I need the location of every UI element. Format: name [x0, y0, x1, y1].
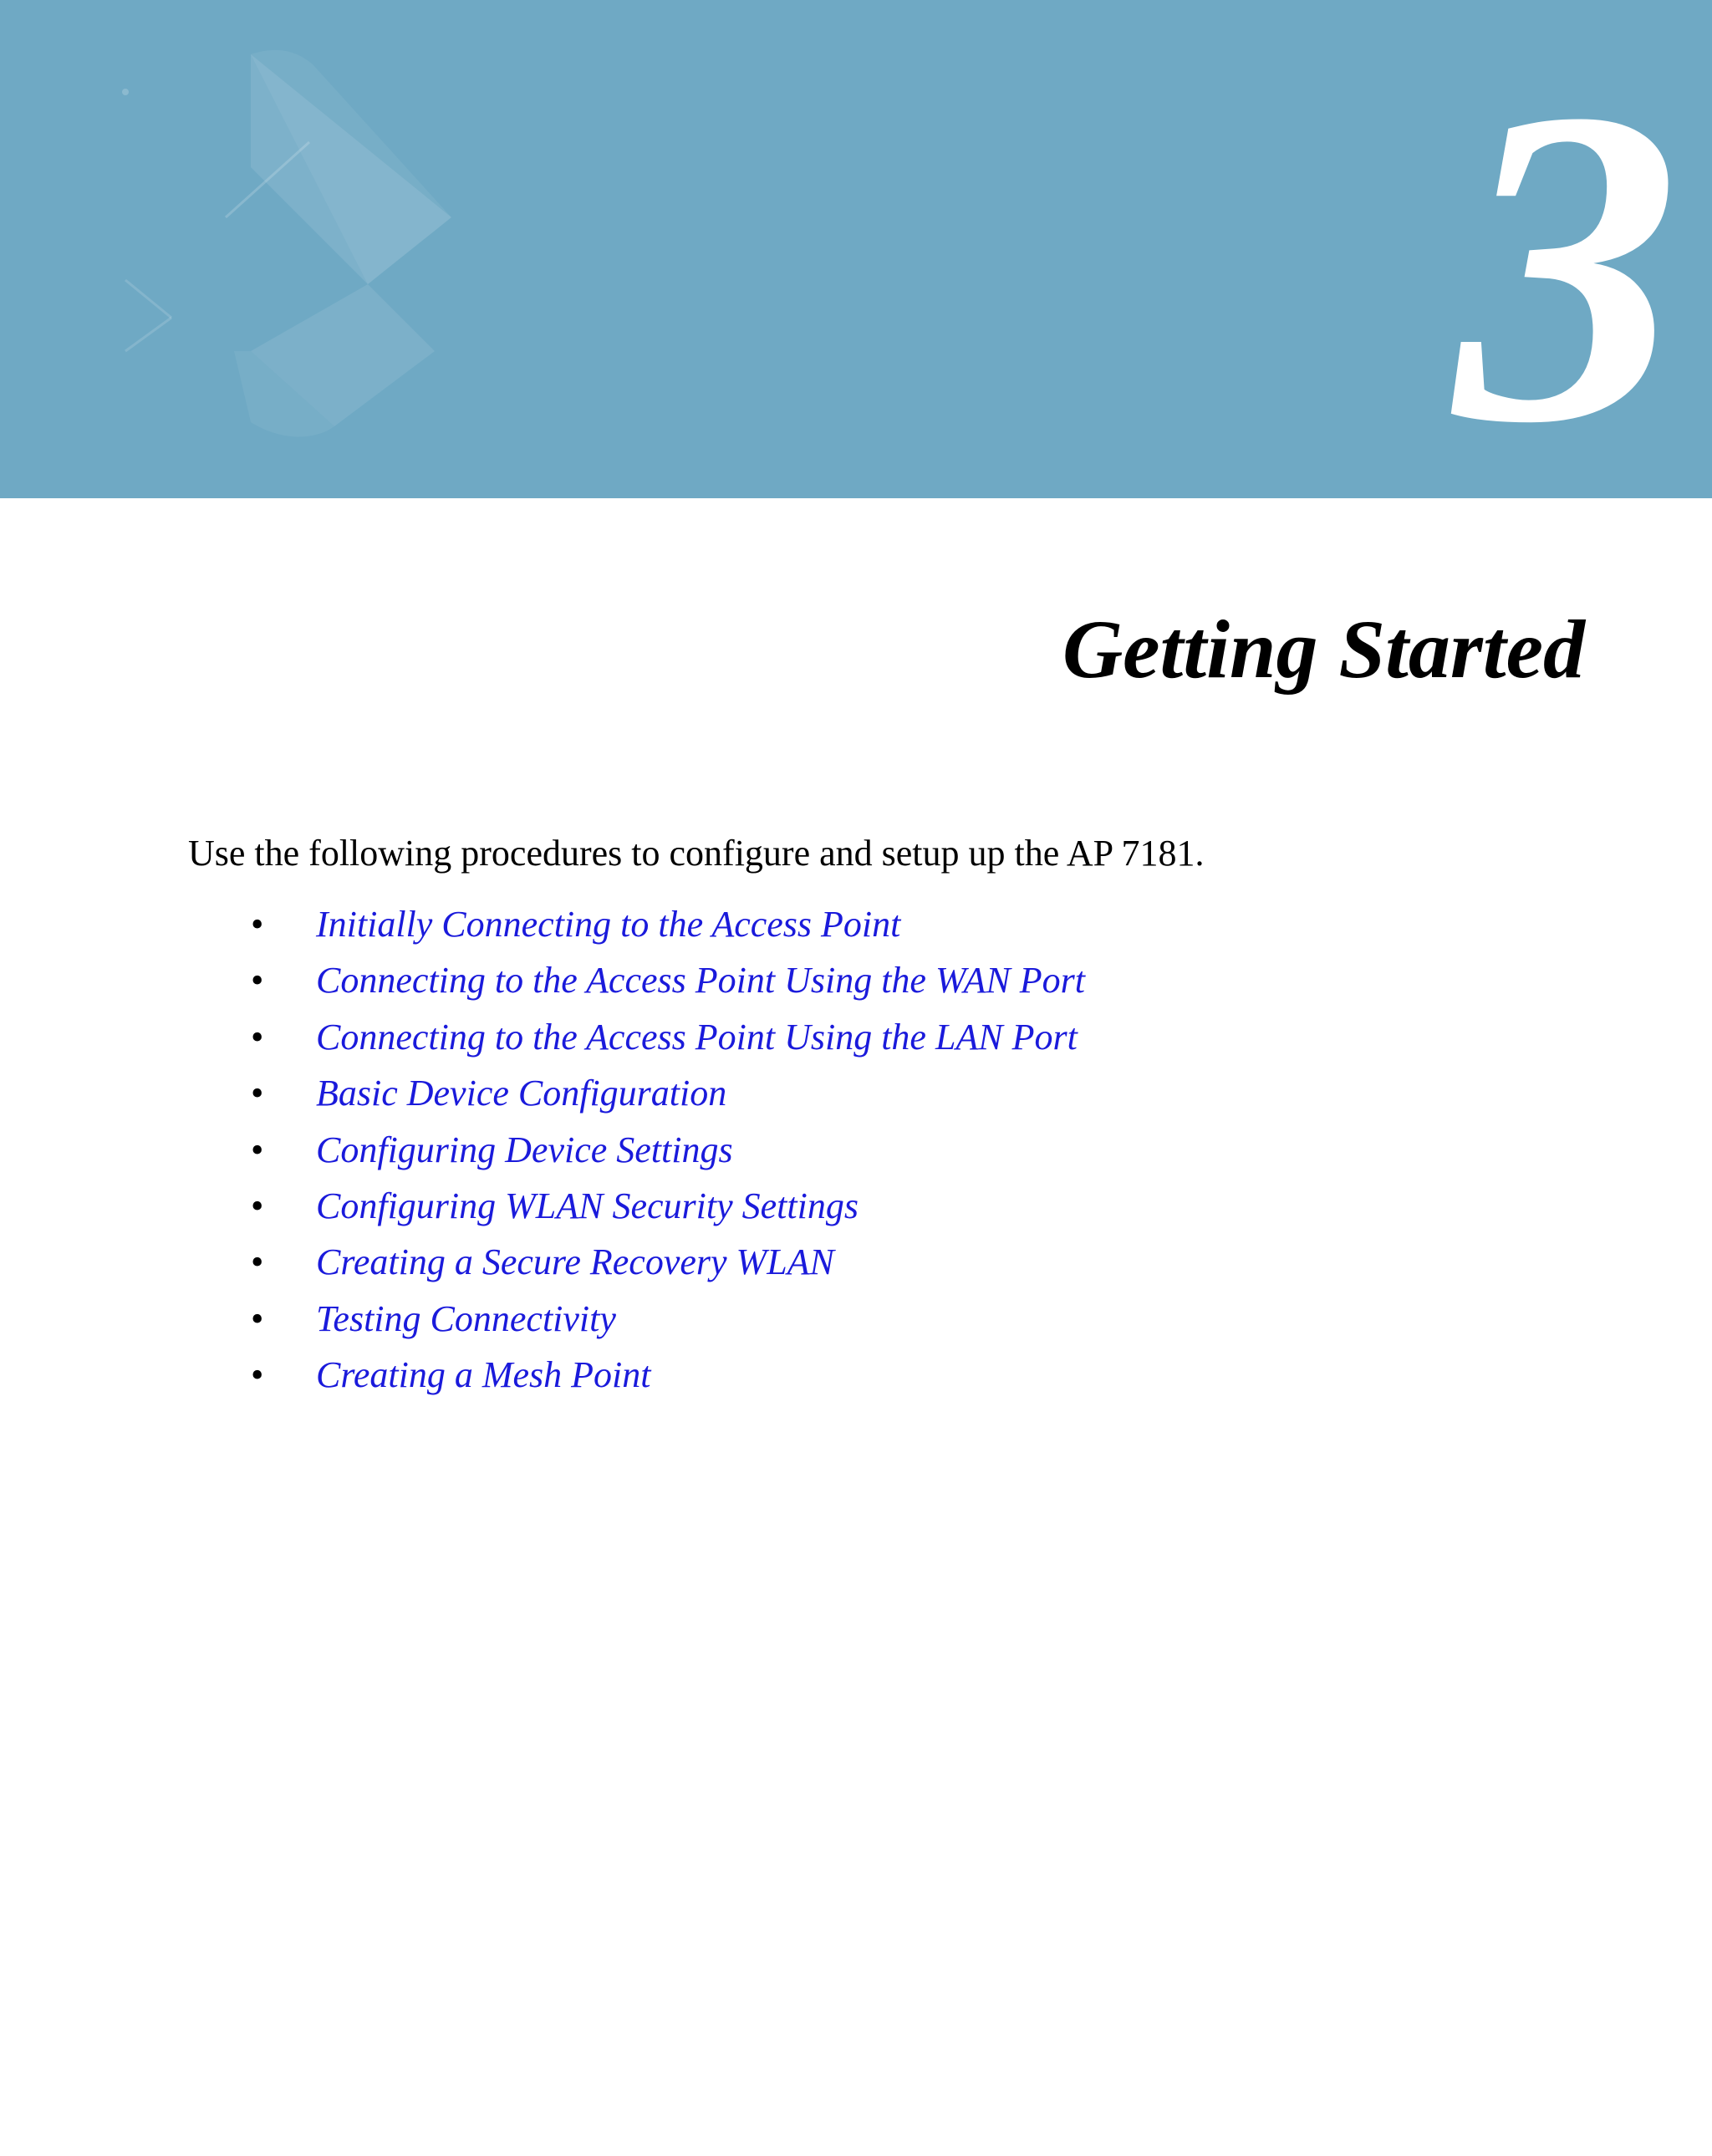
bullet-icon: •: [251, 960, 264, 1002]
bullet-icon: •: [251, 1241, 264, 1283]
bullet-icon: •: [251, 1016, 264, 1058]
toc-link-wan-port[interactable]: Connecting to the Access Point Using the WAN Port: [316, 960, 1085, 1002]
toc-link-testing-connectivity[interactable]: Testing Connectivity: [316, 1297, 616, 1339]
toc-link-basic-device-configuration[interactable]: Basic Device Configuration: [316, 1073, 727, 1114]
bullet-icon: •: [251, 1354, 264, 1396]
toc-link-lan-port[interactable]: Connecting to the Access Point Using the LAN Port: [316, 1016, 1078, 1058]
chapter-banner: [0, 0, 1712, 498]
toc-link-device-settings[interactable]: Configuring Device Settings: [316, 1129, 733, 1170]
bullet-icon: •: [251, 1297, 264, 1339]
toc-link-secure-recovery-wlan[interactable]: Creating a Secure Recovery WLAN: [316, 1241, 834, 1283]
bullet-icon: •: [251, 1129, 264, 1170]
chapter-number: 3: [1455, 16, 1680, 498]
bullet-icon: •: [251, 1185, 264, 1226]
bullet-icon: •: [251, 904, 264, 945]
bullet-icon: •: [251, 1073, 264, 1114]
intro-paragraph: Use the following procedures to configure and setup up the AP 7181.: [188, 833, 1205, 874]
toc-link-mesh-point[interactable]: Creating a Mesh Point: [316, 1354, 651, 1396]
chapter-title: Getting Started: [1062, 603, 1585, 696]
chevron-arrow-watermark-icon: [0, 0, 585, 498]
toc-link-initially-connecting[interactable]: Initially Connecting to the Access Point: [316, 904, 901, 945]
toc-link-wlan-security-settings[interactable]: Configuring WLAN Security Settings: [316, 1185, 859, 1226]
